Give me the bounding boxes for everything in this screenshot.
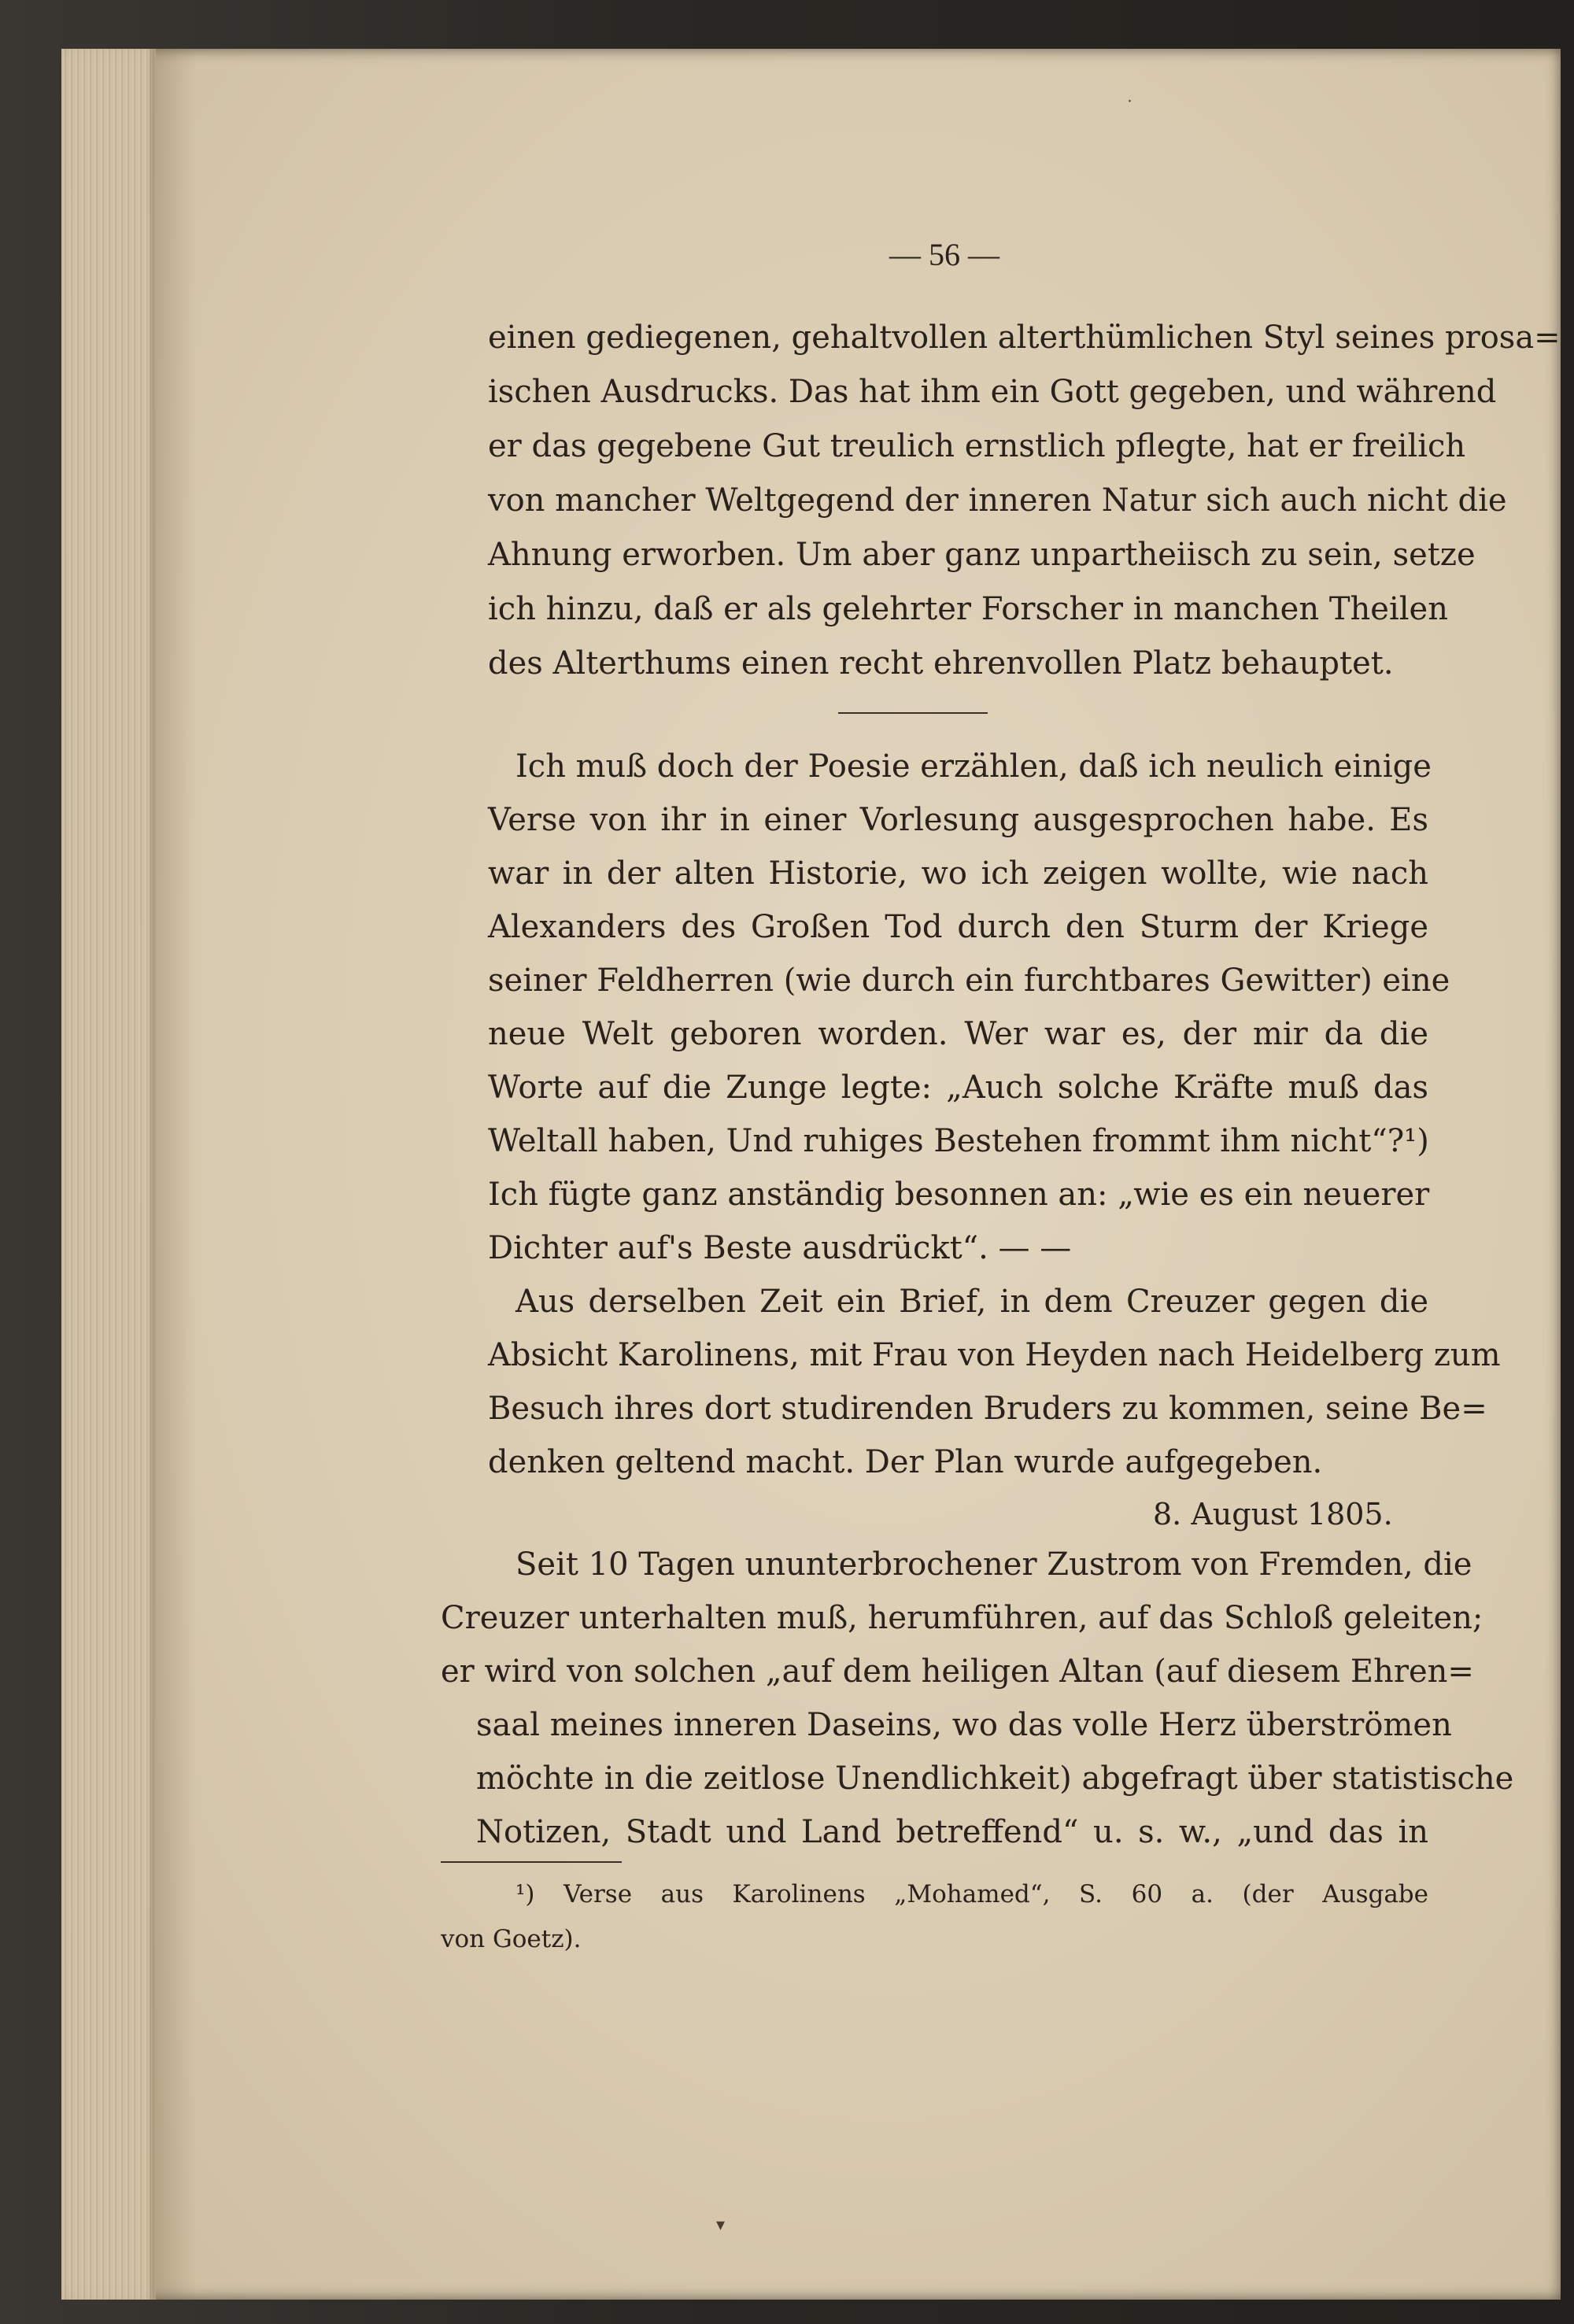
- paragraph1-line: ischen Ausdrucks. Das hat ihm ein Gott gegeben, und während: [488, 374, 1497, 410]
- footnote-line: von Goetz).: [441, 1925, 582, 1953]
- paragraph2-line: Verse von ihr in einer Vorlesung ausgesprochen habe. Es: [488, 802, 1428, 838]
- paragraph4-line: möchte in die zeitlose Unendlichkeit) abgefragt über statistische: [476, 1761, 1514, 1797]
- paragraph4-line: Seit 10 Tagen ununterbrochener Zustrom von Fremden, die: [515, 1546, 1472, 1583]
- paragraph2-line: war in der alten Historie, wo ich zeigen wollte, wie nach: [488, 855, 1428, 892]
- page-edges: [61, 49, 156, 2300]
- paragraph3-line: denken geltend macht. Der Plan wurde aufgegeben.: [488, 1444, 1323, 1480]
- paragraph1-line: von mancher Weltgegend der inneren Natur sich auch nicht die: [488, 482, 1507, 519]
- paragraph4-line: Creuzer unterhalten muß, herumführen, auf das Schloß geleiten;: [441, 1600, 1483, 1636]
- paragraph4-line: saal meines inneren Daseins, wo das volle Herz überströmen: [476, 1707, 1452, 1743]
- paragraph2-line: neue Welt geboren worden. Wer war es, der mir da die: [488, 1016, 1428, 1052]
- footnote-line: ¹) Verse aus Karolinens „Mohamed“, S. 60 a. (der Ausgabe: [515, 1880, 1428, 1908]
- page-number: — 56 —: [889, 237, 999, 272]
- paragraph1-line: einen gediegenen, gehaltvollen alterthümlichen Styl seines prosa=: [488, 320, 1561, 356]
- paragraph2-line: Weltall haben, Und ruhiges Bestehen frommt ihm nicht“?¹): [488, 1123, 1429, 1159]
- paragraph2-line: Alexanders des Großen Tod durch den Sturm der Kriege: [488, 909, 1428, 945]
- paper-speck: ▾: [716, 2215, 726, 2235]
- paragraph2-line: Ich fügte ganz anständig besonnen an: „wie es ein neuerer: [488, 1177, 1430, 1213]
- paragraph4-line: er wird von solchen „auf dem heiligen Altan (auf diesem Ehren=: [441, 1653, 1474, 1690]
- paragraph3-line: Aus derselben Zeit ein Brief, in dem Creuzer gegen die: [515, 1284, 1428, 1320]
- paragraph2-line: Ich muß doch der Poesie erzählen, daß ich neulich einige: [515, 748, 1432, 785]
- paragraph2-line: seiner Feldherren (wie durch ein furchtbares Gewitter) eine: [488, 962, 1450, 999]
- gutter-shadow: [150, 49, 197, 2300]
- paragraph1-line: Ahnung erworben. Um aber ganz unpartheiisch zu sein, setze: [488, 537, 1476, 573]
- paragraph1-line: des Alterthums einen recht ehrenvollen Platz behauptet.: [488, 645, 1394, 682]
- paragraph3-line: Besuch ihres dort studirenden Bruders zu kommen, seine Be=: [488, 1391, 1487, 1427]
- paper-speck: ˙: [1125, 98, 1134, 118]
- letter-date: 8. August 1805.: [1153, 1497, 1393, 1531]
- footnote-rule: [441, 1861, 622, 1863]
- section-divider: [838, 712, 988, 714]
- paragraph1-line: er das gegebene Gut treulich ernstlich pflegte, hat er freilich: [488, 428, 1466, 464]
- paragraph3-line: Absicht Karolinens, mit Frau von Heyden nach Heidelberg zum: [488, 1337, 1501, 1373]
- paragraph2-line: Worte auf die Zunge legte: „Auch solche Kräfte muß das: [488, 1070, 1428, 1106]
- paragraph2-line: Dichter auf's Beste ausdrückt“. — —: [488, 1230, 1072, 1266]
- paragraph4-line: Notizen, Stadt und Land betreffend“ u. s. w., „und das in: [476, 1814, 1428, 1850]
- paragraph1-line: ich hinzu, daß er als gelehrter Forscher in manchen Theilen: [488, 591, 1448, 627]
